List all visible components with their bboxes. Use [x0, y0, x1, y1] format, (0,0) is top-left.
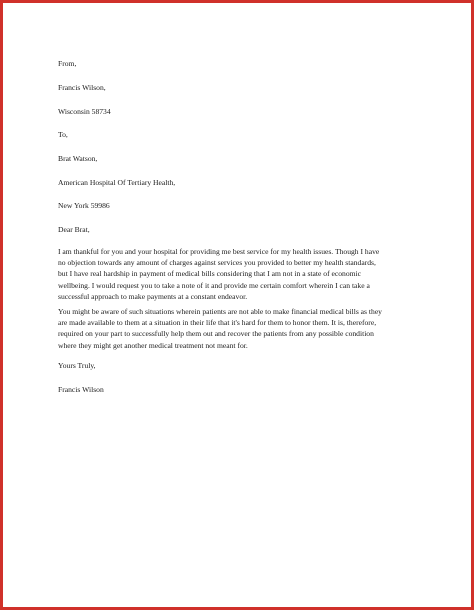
- sender-name: Francis Wilson,: [58, 83, 106, 92]
- salutation: Dear Brat,: [58, 225, 90, 234]
- to-label: To,: [58, 130, 68, 139]
- paragraph-line: successful approach to make payments at a constant endeavor.: [58, 291, 248, 301]
- recipient-name: Brat Watson,: [58, 154, 98, 163]
- paragraph-line: wellbeing. I would request you to take a note of it and provide me certain comfort wherein I can take a: [58, 280, 370, 290]
- paragraph-line: You might be aware of such situations wherein patients are not able to make financial medical bills as they: [58, 307, 382, 316]
- paragraph-2: [58, 306, 428, 351]
- recipient-org: American Hospital Of Tertiary Health,: [58, 178, 176, 187]
- paragraph-1: [58, 246, 428, 302]
- paragraph-line: but I have real hardship in payment of medical bills considering that I am not in a state of economic: [58, 269, 362, 279]
- paragraph-line: where they might get another medical treatment not meant for.: [58, 340, 248, 350]
- paragraph-line: required on your part to successfully help them out and recover the patients from any possible condition: [58, 329, 374, 339]
- paragraph-line: I am thankful for you and your hospital for providing me best service for my health issues. Though I have: [58, 247, 380, 256]
- closing: Yours Truly,: [58, 361, 96, 370]
- recipient-address: New York 59986: [58, 201, 110, 210]
- paragraph-line: are made available to them at a situation in their life that it's hard for them to honor them. It is, therefore,: [58, 318, 377, 328]
- sender-address: Wisconsin 58734: [58, 107, 111, 116]
- signature-name: Francis Wilson: [58, 385, 104, 394]
- paragraph-line: no objection towards any amount of charges against services you provided to better my health standards,: [58, 258, 376, 268]
- from-label: From,: [58, 59, 77, 68]
